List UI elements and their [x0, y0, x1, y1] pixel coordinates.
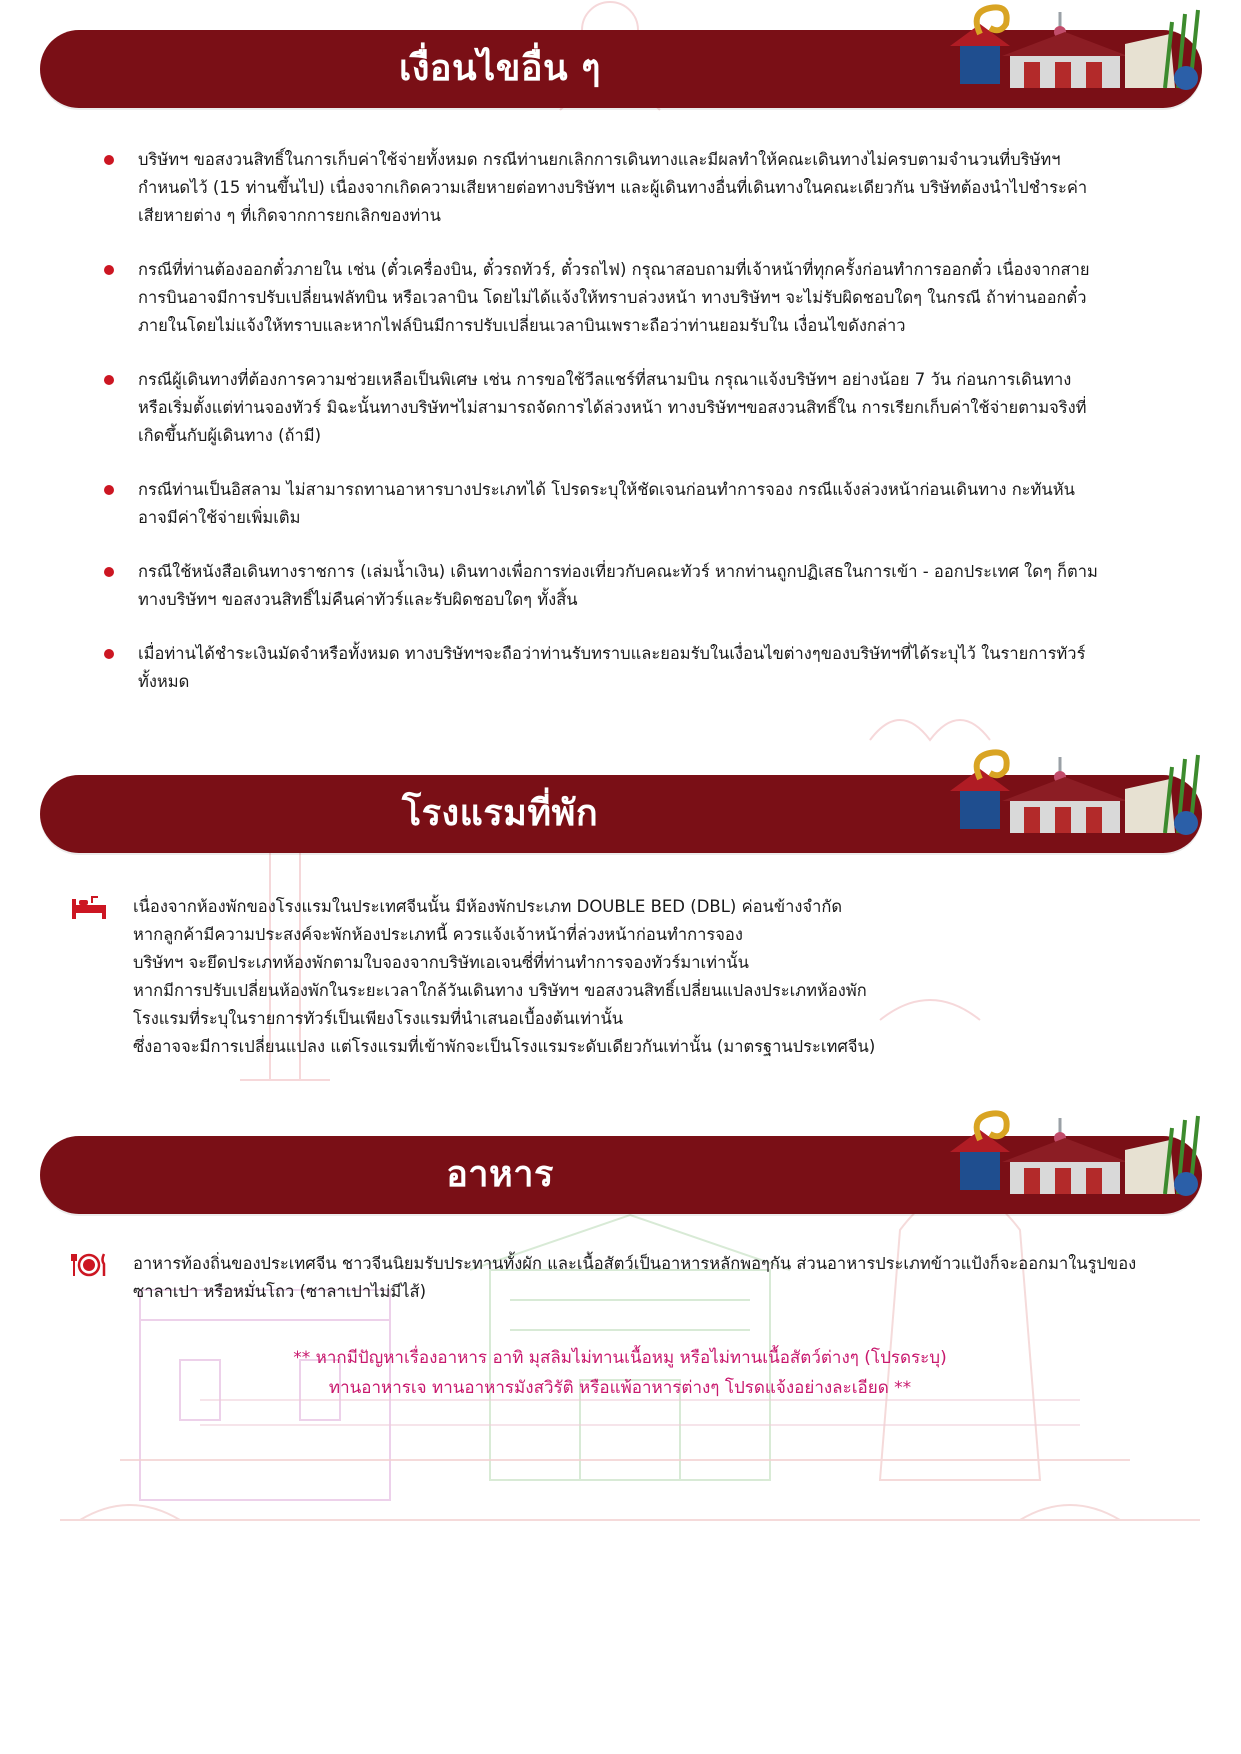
conditions-list: [100, 146, 1100, 696]
list-item: [100, 256, 1100, 340]
china-landmarks-decoration: [940, 4, 1210, 110]
list-item: [100, 146, 1100, 230]
china-landmarks-decoration: [940, 1110, 1210, 1216]
food-banner: [40, 1136, 1202, 1214]
bullet-dot-icon: [104, 649, 114, 659]
list-item: [100, 640, 1100, 696]
food-section: [70, 1250, 1180, 1306]
hotel-line: หากมีการปรับเปลี่ยนห้องพักในระยะเวลาใกล้วันเดินทาง บริษัทฯ ขอสงวนสิทธิ์เปลี่ยนแปลงประเภทห้องพัก: [133, 981, 867, 1000]
bed-icon: [70, 895, 108, 921]
food-note-line: ** หากมีปัญหาเรื่องอาหาร อาทิ มุสลิมไม่ทานเนื้อหมู หรือไม่ทานเนื้อสัตว์ต่างๆ (โปรดระบุ): [293, 1348, 947, 1368]
bullet-dot-icon: [104, 485, 114, 495]
list-item-text: กรณีผู้เดินทางที่ต้องการความช่วยเหลือเป็นพิเศษ เช่น การขอใช้วีลแชร์ที่สนามบิน กรุณาแจ้งบริษัทฯ อย่างน้อย 7 วัน ก่อนการเดินทาง หรือเริ่มตั้งแต่ท่านจองทัวร์ มิฉะนั้นทางบริษัทฯไม่สามารถจัดการได้ล่วงหน้า ทางบริษัทฯขอสงวนสิทธิ์ใน การเรียกเก็บค่าใช้จ่ายตามจริงที่เกิดขึ้นกับผู้เดินทาง (ถ้ามี): [138, 370, 1087, 445]
bullet-dot-icon: [104, 567, 114, 577]
china-landmarks-decoration: [940, 749, 1210, 855]
hotel-title: โรงแรมที่พัก: [401, 793, 599, 834]
hotel-line: บริษัทฯ จะยึดประเภทห้องพักตามใบจองจากบริษัทเอเจนซี่ที่ท่านทำการจองทัวร์มาเท่านั้น: [133, 953, 749, 972]
hotel-line: เนื่องจากห้องพักของโรงแรมในประเทศจีนนั้น มีห้องพักประเภท DOUBLE BED (DBL) ค่อนข้างจำกัด: [133, 897, 843, 916]
hotel-line: ซึ่งอาจจะมีการเปลี่ยนแปลง แต่โรงแรมที่เข้าพักจะเป็นโรงแรมระดับเดียวกันเท่านั้น (มาตรฐานประเทศจีน): [133, 1037, 876, 1056]
list-item-text: กรณีใช้หนังสือเดินทางราชการ (เล่มน้ำเงิน) เดินทางเพื่อการท่องเที่ยวกับคณะทัวร์ หากท่านถูกปฏิเสธในการเข้า - ออกประเทศ ใดๆ ก็ตาม ทางบริษัทฯ ขอสงวนสิทธิ์ไม่คืนค่าทัวร์และรับผิดชอบใดๆ ทั้งสิ้น: [138, 562, 1098, 609]
bullet-dot-icon: [104, 265, 114, 275]
list-item: [100, 476, 1100, 532]
food-text: อาหารท้องถิ่นของประเทศจีน ชาวจีนนิยมรับประทานทั้งผัก และเนื้อสัตว์เป็นอาหารหลักพอๆกัน ส่วนอาหารประเภทข้าวแป้งก็จะออกมาในรูปของซาลาเปา หรือหมั่นโถว (ซาลาเปาไม่มีไส้): [133, 1254, 1137, 1301]
list-item-text: บริษัทฯ ขอสงวนสิทธิ์ในการเก็บค่าใช้จ่ายทั้งหมด กรณีท่านยกเลิกการเดินทางและมีผลทำให้คณะเดินทางไม่ครบตามจำนวนที่บริษัทฯ กำหนดไว้ (15 ท่านขึ้นไป) เนื่องจากเกิดความเสียหายต่อทางบริษัทฯ และผู้เดินทางอื่นที่เดินทางในคณะเดียวกัน บริษัทต้องนำไปชำระค่าเสียหายต่าง ๆ ที่เกิดจากการยกเลิกของท่าน: [138, 150, 1088, 225]
conditions-banner: [40, 30, 1202, 108]
food-note: [170, 1343, 1070, 1403]
conditions-title: เงื่อนไขอื่น ๆ: [399, 48, 601, 89]
hotel-line: โรงแรมที่ระบุในรายการทัวร์เป็นเพียงโรงแรมที่นำเสนอเบื้องต้นเท่านั้น: [133, 1009, 624, 1028]
hotel-banner: [40, 775, 1202, 853]
list-item: [100, 366, 1100, 450]
bullet-dot-icon: [104, 375, 114, 385]
food-note-line: ทานอาหารเจ ทานอาหารมังสวิรัติ หรือแพ้อาหารต่างๆ โปรดแจ้งอย่างละเอียด **: [328, 1378, 912, 1398]
list-item-text: กรณีท่านเป็นอิสลาม ไม่สามารถทานอาหารบางประเภทได้ โปรดระบุให้ชัดเจนก่อนทำการจอง กรณีแจ้งล่วงหน้าก่อนเดินทาง กะทันหัน อาจมีค่าใช้จ่ายเพิ่มเติม: [138, 480, 1075, 527]
list-item: [100, 558, 1100, 614]
hotel-line: หากลูกค้ามีความประสงค์จะพักห้องประเภทนี้ ควรแจ้งเจ้าหน้าที่ล่วงหน้าก่อนทำการจอง: [133, 925, 743, 944]
list-item-text: กรณีที่ท่านต้องออกตั๋วภายใน เช่น (ตั๋วเครื่องบิน, ตั๋วรถทัวร์, ตั๋วรถไฟ) กรุณาสอบถามที่เจ้าหน้าที่ทุกครั้งก่อนทำการออกตั๋ว เนื่องจากสายการบินอาจมีการปรับเปลี่ยนฟลัทบิน หรือเวลาบิน โดยไม่ได้แจ้งให้ทราบล่วงหน้า ทางบริษัทฯ จะไม่รับผิดชอบใดๆ ในกรณี ถ้าท่านออกตั๋วภายในโดยไม่แจ้งให้ทราบและหากไฟล์บินมีการปรับเปลี่ยนเวลาบินเพราะถือว่าท่านยอมรับใน เงื่อนไขดังกล่าว: [138, 260, 1090, 335]
dish-icon: [70, 1252, 108, 1278]
hotel-section: [70, 893, 1180, 1061]
hotel-text: [70, 893, 1180, 1061]
list-item-text: เมื่อท่านได้ชำระเงินมัดจำหรือทั้งหมด ทางบริษัทฯจะถือว่าท่านรับทราบและยอมรับในเงื่อนไขต่างๆของบริษัทฯที่ได้ระบุไว้ ในรายการทัวร์ทั้งหมด: [138, 644, 1086, 691]
food-title: อาหาร: [446, 1154, 554, 1195]
bullet-dot-icon: [104, 155, 114, 165]
